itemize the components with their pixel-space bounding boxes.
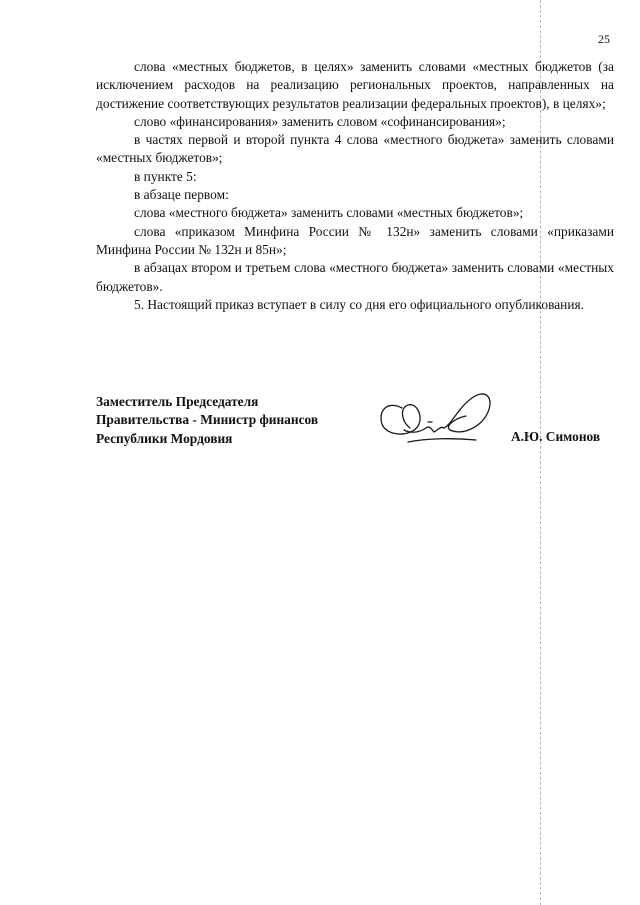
signatory-title-line-1: Заместитель Председателя xyxy=(96,394,259,409)
paragraph-6: слова «местного бюджета» заменить словами «местных бюджетов»; xyxy=(134,205,524,221)
paragraph-5: в абзаце первом: xyxy=(134,187,229,203)
paragraph-7: слова «приказом Минфина России № 132н» заменить словами «приказами Минфина России № 132н и 85н»; xyxy=(96,223,614,257)
paragraph-2: слово «финансирования» заменить словом «софинансирования»; xyxy=(134,113,506,129)
paragraph-4: в пункте 5: xyxy=(134,168,197,184)
page-number: 25 xyxy=(598,32,610,46)
signatory-title-line-2: Правительства - Министр финансов xyxy=(96,412,319,428)
signatory-title xyxy=(96,393,318,448)
paragraph-8: в абзацах втором и третьем слова «местного бюджета» заменить словами «местных бюджетов». xyxy=(96,260,614,294)
paragraph-1: слова «местных бюджетов, в целях» заменить словами «местных бюджетов (за исключением расходов на реализацию региональных проектов, направленных на достижение соответствующих результатов реализации федеральных проектов), в целях»; xyxy=(96,59,614,111)
paragraph-9: 5. Настоящий приказ вступает в силу со дня его официального опубликования. xyxy=(134,296,584,312)
signatory-name: А.Ю. Симонов xyxy=(511,429,601,444)
handwritten-signature xyxy=(372,378,502,450)
paragraph-3: в частях первой и второй пункта 4 слова «местного бюджета» заменить словами «местных бюджетов»; xyxy=(96,132,614,166)
document-body xyxy=(96,58,614,314)
signatory-title-line-3: Республики Мордовия xyxy=(96,430,233,446)
